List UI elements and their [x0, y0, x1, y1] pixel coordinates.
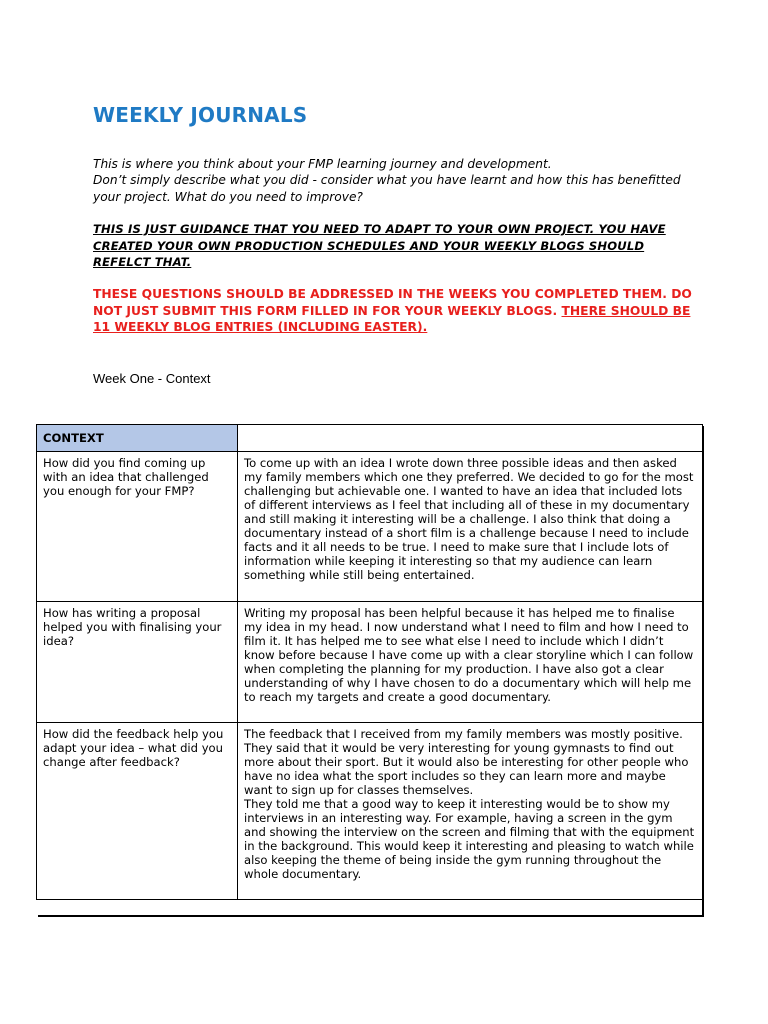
question-cell: How has writing a proposal helped you with finalising your idea? — [37, 602, 238, 723]
context-table — [36, 424, 703, 900]
guidance-line: CREATED YOUR OWN PRODUCTION SCHEDULES AND YOUR WEEKLY BLOGS SHOULD — [93, 238, 645, 253]
warning-text: NOT JUST SUBMIT THIS FORM FILLED IN FOR YOUR WEEKLY BLOGS. — [93, 303, 562, 318]
table-header-cell: CONTEXT — [37, 425, 238, 452]
guidance-line: REFELCT THAT. — [93, 255, 192, 270]
answer-cell — [238, 723, 703, 900]
intro-line: Don’t simply describe what you did - consider what you have learnt and how this has benefitted — [93, 173, 681, 188]
warning-underlined-text: 11 WEEKLY BLOG ENTRIES (INCLUDING EASTER). — [93, 320, 428, 335]
answer-paragraph: The feedback that I received from my family members was mostly positive. They said that it would be very interesting for young gymnasts to find out more about their sport. But it would also be interesting for other people who have no idea what the sport includes so they can learn more and maybe want to sign up for classes themselves. — [244, 727, 689, 797]
intro-line: your project. What do you need to improve? — [93, 189, 363, 204]
table-header-row — [37, 425, 703, 452]
answer-paragraph: They told me that a good way to keep it interesting would be to show my interviews in an interesting way. For example, having a screen in the gym and showing the interview on the screen and filming that with the equipment in the background. This would keep it interesting and pleasing to watch while also keeping the theme of being inside the gym running throughout the whole documentary. — [244, 797, 695, 881]
intro-line: This is where you think about your FMP learning journey and development. — [93, 157, 552, 171]
answer-cell: To come up with an idea I wrote down three possible ideas and then asked my family members which one they preferred. We decided to go for the most challenging but achievable one. I wanted to have an idea that included lots of different interviews as I feel that including all of these in my documentary and still making it interesting will be a challenge. I also think that doing a documentary instead of a short film is a challenge because I need to include facts and it all needs to be true. I need to make sure that I include lots of information while keeping it interesting so that my audience can learn something while still being entertained. — [238, 452, 703, 602]
warning-underlined-text: THERE SHOULD BE — [561, 303, 691, 318]
table-shadow-right — [702, 426, 704, 917]
question-cell: How did the feedback help you adapt your idea – what did you change after feedback? — [37, 723, 238, 900]
warning-note — [93, 286, 733, 336]
week-label: Week One - Context — [93, 371, 211, 386]
guidance-line: THIS IS JUST GUIDANCE THAT YOU NEED TO ADAPT TO YOUR OWN PROJECT. YOU HAVE — [93, 222, 666, 236]
table-header-empty-cell — [238, 425, 703, 452]
table-row — [37, 602, 703, 723]
warning-line: THESE QUESTIONS SHOULD BE ADDRESSED IN THE WEEKS YOU COMPLETED THEM. DO — [93, 287, 692, 301]
warning-line — [93, 303, 733, 320]
warning-line — [93, 319, 733, 336]
intro-text — [93, 156, 733, 205]
page-title: WEEKLY JOURNALS — [93, 103, 308, 127]
answer-cell: Writing my proposal has been helpful because it has helped me to finalise my idea in my head. I now understand what I need to film and how I need to film it. It has helped me to see what else I need to include which I didn’t know before because I have come up with a clear storyline which I can follow when completing the planning for my production. I have also got a clear understanding of why I have chosen to do a documentary which will help me to reach my targets and create a good documentary. — [238, 602, 703, 723]
guidance-note — [93, 221, 733, 271]
table-row — [37, 452, 703, 602]
table-shadow-bottom — [38, 915, 704, 917]
table-row — [37, 723, 703, 900]
question-cell: How did you find coming up with an idea that challenged you enough for your FMP? — [37, 452, 238, 602]
